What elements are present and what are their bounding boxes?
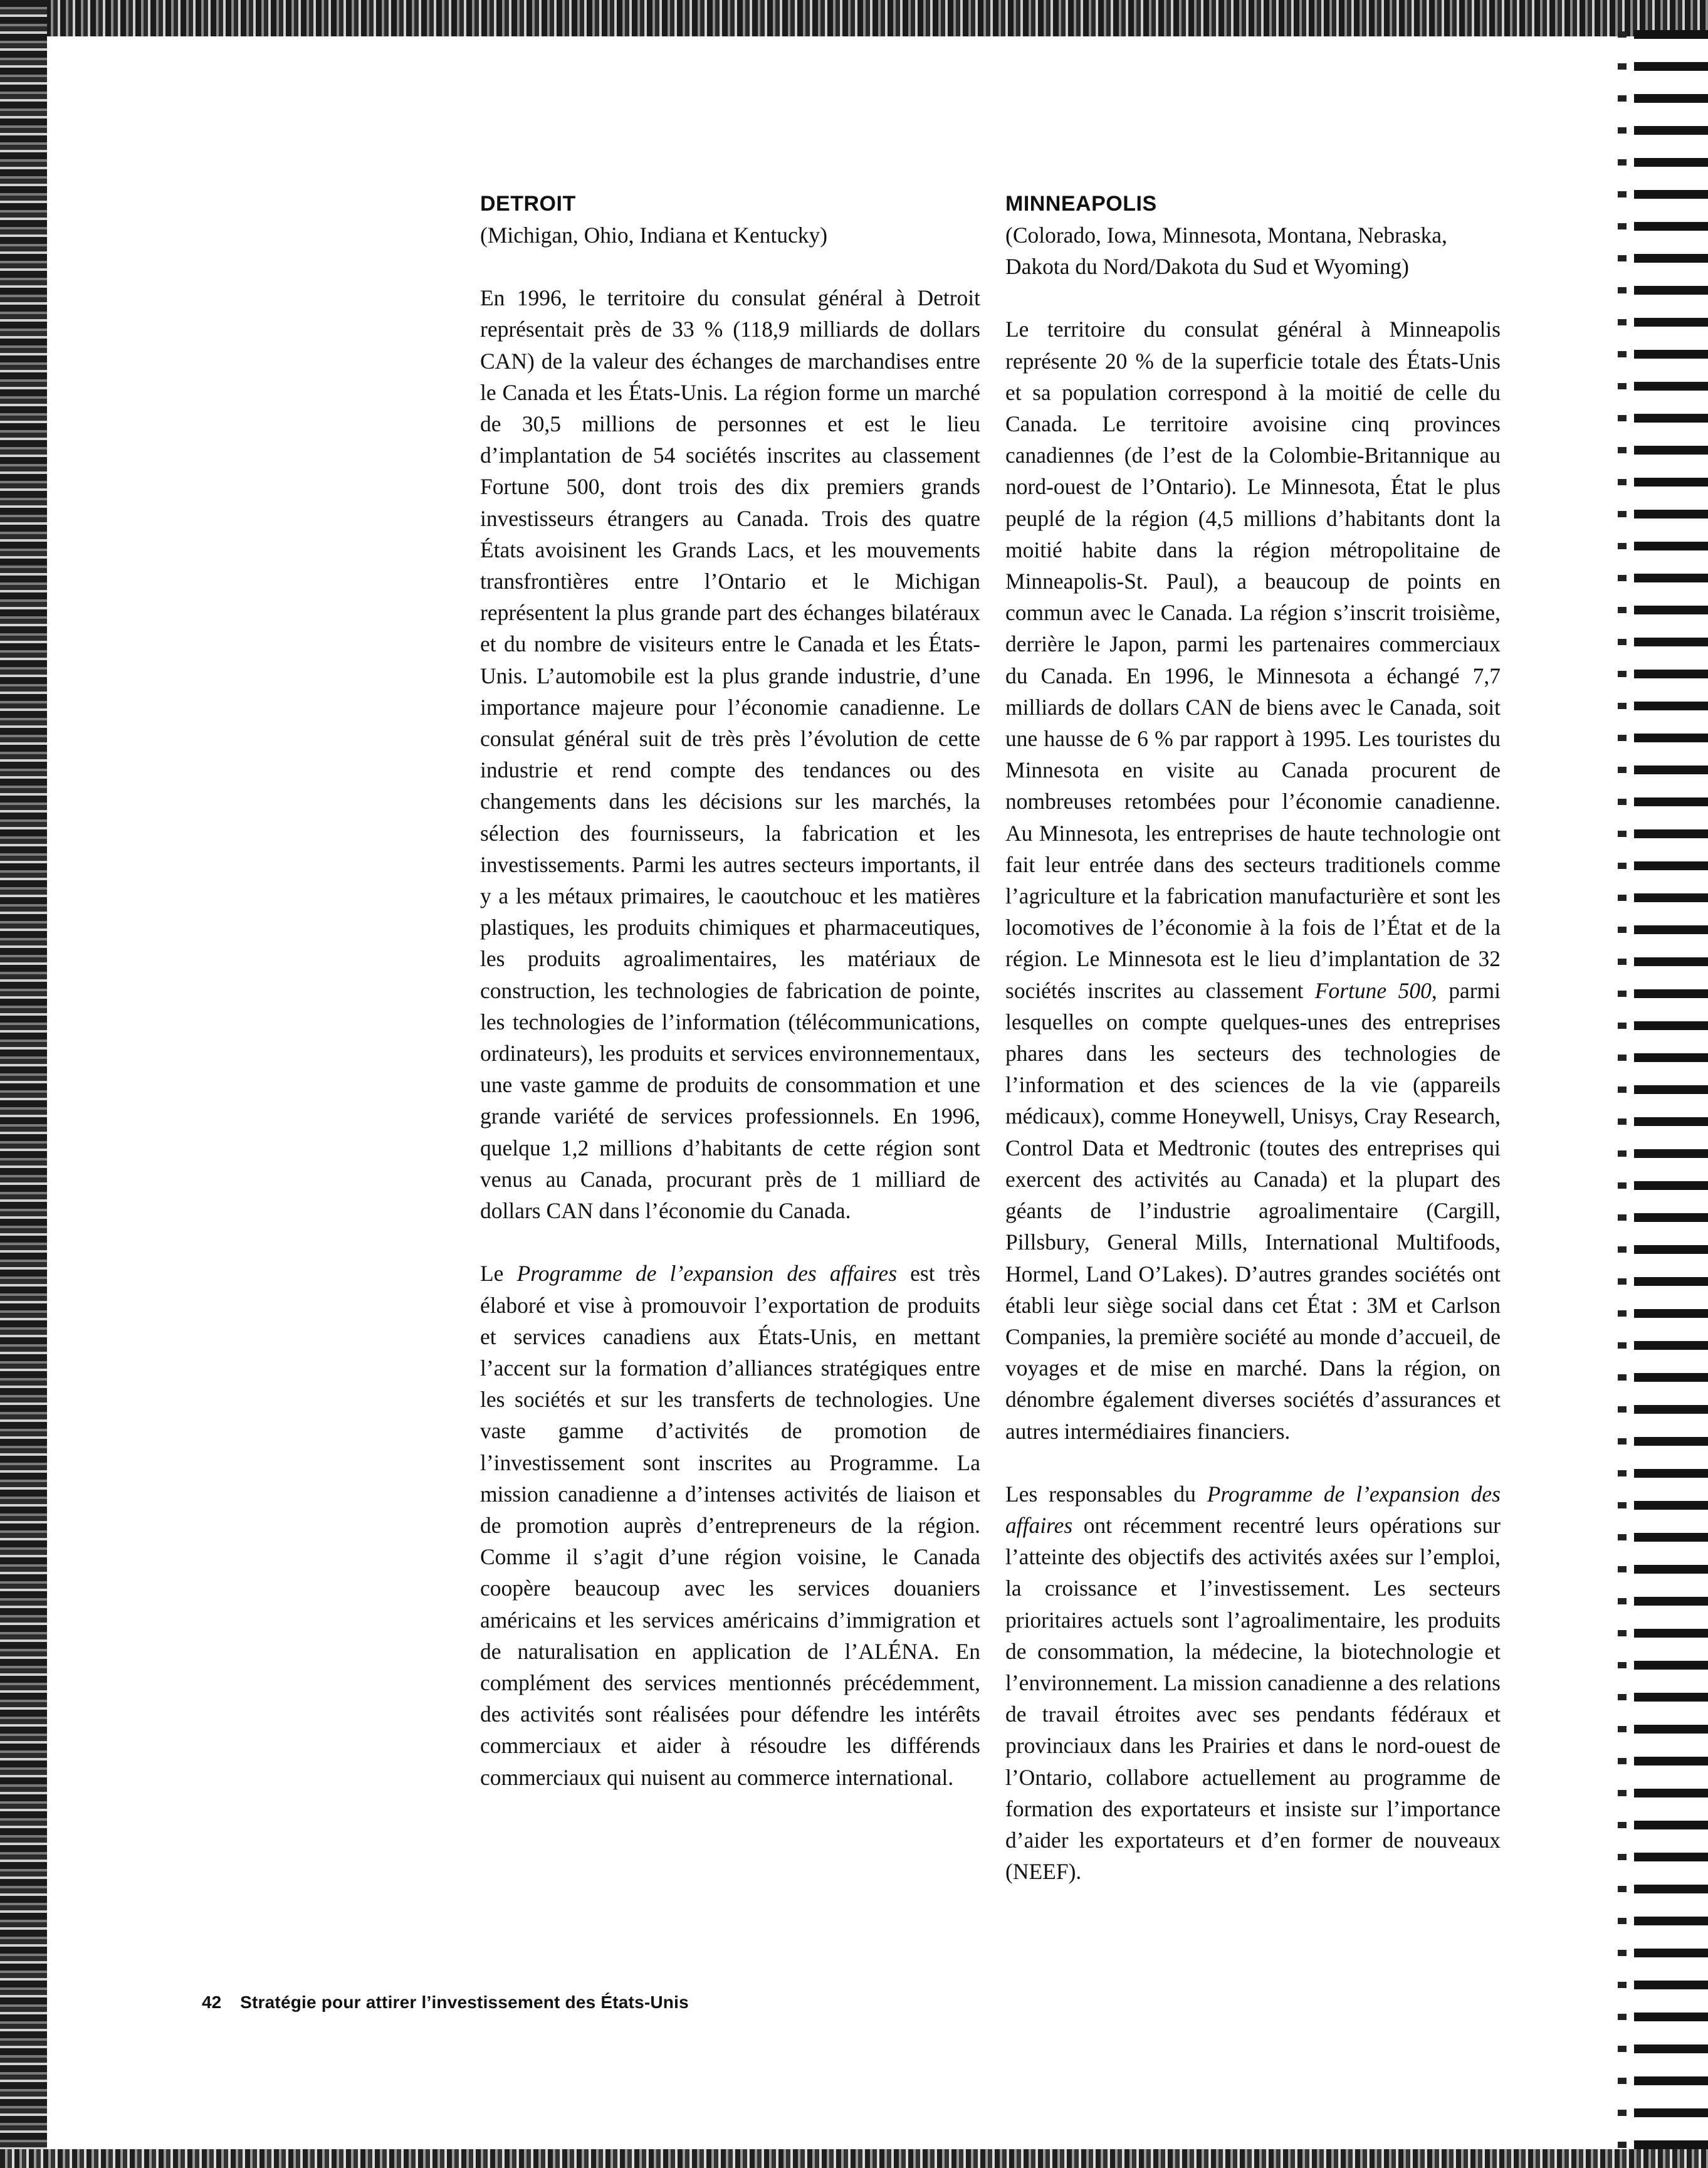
paragraph-part-a: Le territoire du consulat général à Minneapolis représente 20 % de la superficie totale des États-Unis et sa population correspond à la moitié de celle du Canada. Le territoire avoisine cinq provinces canadiennes (de l’est de la Colombie-Britannique au nord-ouest de l’Ontario). Le Minnesota, État le plus peuplé de la région (4,5 millions d’habitants dont la moitié habite dans la région métropolitaine de Minneapolis-St. Paul), a beaucoup de points en commun avec le Canada. La région s’inscrit troisième, derrière le Japon, parmi les partenaires commerciaux du Canada. En 1996, le Minnesota a échangé 7,7 milliards de dollars CAN de biens avec le Canada, soit une hausse de 6 % par rapport à 1995. Les touristes du Minnesota en visite au Canada procurent de nombreuses retombées pour l’économie canadienne. Au Minnesota, les entreprises de haute technologie ont fait leur entrée dans des secteurs traditionels comme l’agriculture et la fabrication manufacturière et sont les locomotives de l’économie à la fois de l’État et de la région. Le Minnesota est le lieu d’implantation de 32 sociétés inscrites au classement (1005, 317, 1501, 1003)
paragraph-rest: est très élaboré et vise à promouvoir l’exportation de produits et services canadiens aux États-Unis, en mettant l’accent sur la formation d’alliances stratégiques entre les sociétés et sur les transferts de technologies. Une vaste gamme d’activités de promotion de l’investissement sont inscrites au Programme. La mission canadienne a d’intenses activités de liaison et de promotion auprès d’entrepreneurs de la région. Comme il s’agit d’une région voisine, le Canada coopère beaucoup avec les services douaniers américains et les services américains d’immigration et de naturalisation en application de l’ALÉNA. En complément des services mentionnés précédemment, des activités sont réalisées pour défendre les intérêts commerciaux et aider à résoudre les différends commerciaux qui nuisent au commerce international. (480, 1261, 980, 1790)
left-column (480, 188, 980, 1793)
scan-edge-bottom (0, 2149, 1708, 2168)
right-column (1005, 188, 1501, 1887)
document-title: Stratégie pour attirer l’investissement des États-Unis (240, 1992, 689, 2012)
paragraph-minneapolis-program (1005, 1478, 1501, 1888)
binding-holes (1618, 25, 1627, 2150)
page-number: 42 (202, 1992, 222, 2012)
fortune-500-emphasis: Fortune 500 (1314, 977, 1432, 1003)
scan-edge-left (0, 0, 47, 2168)
page-footer (202, 1990, 689, 2015)
paragraph-lead: Le (480, 1261, 517, 1287)
section-subheading-detroit: (Michigan, Ohio, Indiana et Kentucky) (480, 223, 828, 248)
section-heading-minneapolis: MINNEAPOLIS (1005, 192, 1157, 216)
section-heading-detroit: DETROIT (480, 192, 576, 216)
paragraph-minneapolis-territory (1005, 313, 1501, 1446)
spiral-binding (1627, 25, 1708, 2150)
paragraph-lead: Les responsables du (1005, 1481, 1207, 1507)
section-subheading-minneapolis: (Colorado, Iowa, Minnesota, Montana, Nebraska, Dakota du Nord/Dakota du Sud et Wyoming) (1005, 223, 1447, 280)
paragraph-part-b: , parmi lesquelles on compte quelques-unes des entreprises phares dans les secteurs des technologies de l’information et des sciences de la vie (appareils médicaux), comme Honeywell, Unisys, Cray Research, Control Data et Medtronic (toutes des entreprises qui exercent des activités au Canada) et la plupart des géants de l’industrie agroalimentaire (Cargill, Pillsbury, General Mills, International Multifoods, Hormel, Land O’Lakes). D’autres grandes sociétés ont établi leur siège social dans cet État : 3M et Carlson Companies, la première société au monde d’accueil, de voyages et de mise en marché. Dans la région, on dénombre également diverses sociétés d’assurances et autres intermédiaires financiers. (1005, 977, 1501, 1444)
program-name-emphasis: Programme de l’expansion des affaires (516, 1261, 898, 1287)
paragraph-detroit-territory: En 1996, le territoire du consulat général à Detroit représentait près de 33 % (118,9 milliards de dollars CAN) de la valeur des échanges de marchandises entre le Canada et les États-Unis. La région forme un marché de 30,5 millions de personnes et est le lieu d’implantation de 54 sociétés inscrites au classement Fortune 500, dont trois des dix premiers grands investisseurs étrangers au Canada. Trois des quatre États avoisinent les Grands Lacs, et les mouvements transfrontières entre l’Ontario et le Michigan représentent la plus grande part des échanges bilatéraux et du nombre de visiteurs entre le Canada et les États-Unis. L’automobile est la plus grande industrie, d’une importance majeure pour l’économie canadienne. Le consulat général suit de très près l’évolution de cette industrie et rend compte des tendances ou des changements dans les décisions sur les marchés, la sélection des fournisseurs, la fabrication et les investissements. Parmi les autres secteurs importants, il y a les métaux primaires, le caoutchouc et les matières plastiques, les produits chimiques et pharmaceutiques, les produits agroalimentaires, les matériaux de construction, les technologies de fabrication de pointe, les technologies de l’information (télécommunications, ordinateurs), les produits et services environnementaux, une vaste gamme de produits de consommation et une grande variété de services professionnels. En 1996, quelque 1,2 millions d’habitants de cette région sont venus au Canada, procurant près de 1 milliard de dollars CAN dans l’économie du Canada. (480, 285, 980, 1224)
scan-edge-top (0, 0, 1708, 36)
paragraph-detroit-program (480, 1258, 980, 1792)
program-name-emphasis: Programme de l’expansion des affaires (1005, 1481, 1501, 1538)
paragraph-rest: ont récemment recentré leurs opérations sur l’atteinte des objectifs des activités axées sur l’emploi, la croissance et l’investissement. Les secteurs prioritaires actuels sont l’agroalimentaire, les produits de consommation, la médecine, la biotechnologie et l’environnement. La mission canadienne a des relations de travail étroites avec ses pendants fédéraux et provinciaux dans les Prairies et dans le nord-ouest de l’Ontario, collabore actuellement au programme de formation des exportateurs et insiste sur l’importance d’aider les exportateurs et d’en former de nouveaux (NEEF). (1005, 1512, 1501, 1885)
